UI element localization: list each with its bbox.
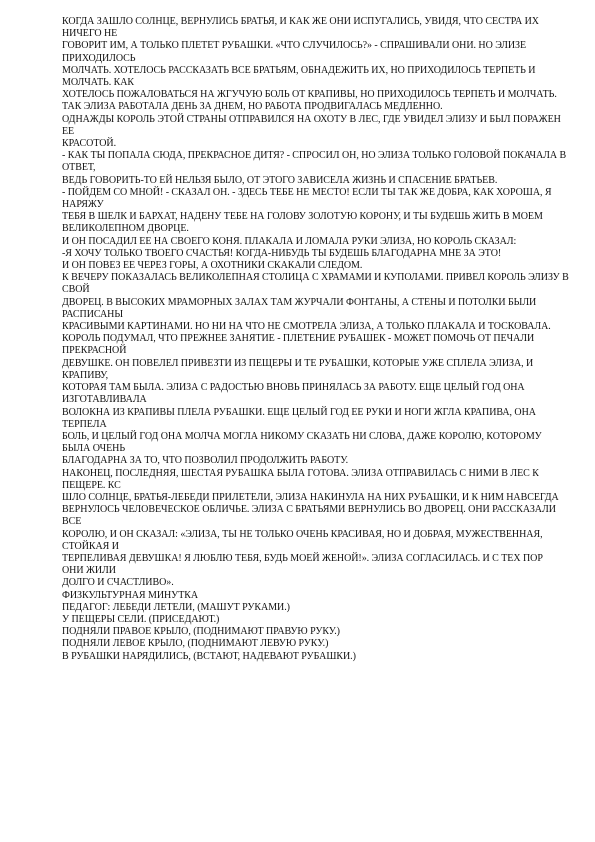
- text-line: ТЕБЯ В ШЕЛК И БАРХАТ, НАДЕНУ ТЕБЕ НА ГОЛОВУ ЗОЛОТУЮ КОРОНУ, И ТЫ БУДЕШЬ ЖИТЬ В МОЕМ: [62, 211, 543, 223]
- text-line: ПЕДАГОГ: ЛЕБЕДИ ЛЕТЕЛИ, (МАШУТ РУКАМИ.): [62, 601, 290, 613]
- text-line: -Я ХОЧУ ТОЛЬКО ТВОЕГО СЧАСТЬЯ! КОГДА-НИБУДЬ ТЫ БУДЕШЬ БЛАГОДАРНА МНЕ ЗА ЭТО!: [62, 247, 502, 259]
- text-line: И ОН ПОВЕЗ ЕЕ ЧЕРЕЗ ГОРЫ, А ОХОТНИКИ СКАКАЛИ СЛЕДОМ.: [62, 260, 363, 272]
- text-line: КОТОРАЯ ТАМ БЫЛА. ЭЛИЗА С РАДОСТЬЮ ВНОВЬ ПРИНЯЛАСЬ ЗА РАБОТУ. ЕЩЕ ЦЕЛЫЙ ГОД ОНА: [62, 382, 525, 394]
- text-line: ДЕВУШКЕ. ОН ПОВЕЛЕЛ ПРИВЕЗТИ ИЗ ПЕЩЕРЫ И ТЕ РУБАШКИ, КОТОРЫЕ УЖЕ СПЛЕЛА ЭЛИЗА, И: [62, 357, 534, 369]
- text-line: У ПЕЩЕРЫ СЕЛИ. (ПРИСЕДАЮТ.): [62, 613, 220, 625]
- text-line: ИЗГОТАВЛИВАЛА: [62, 394, 147, 406]
- text-line: - ПОЙДЕМ СО МНОЙ! - СКАЗАЛ ОН. - ЗДЕСЬ ТЕБЕ НЕ МЕСТО! ЕСЛИ ТЫ ТАК ЖЕ ДОБРА, КАК ХОРОША, Я: [62, 186, 552, 198]
- text-line: ДВОРЕЦ. В ВЫСОКИХ МРАМОРНЫХ ЗАЛАХ ТАМ ЖУРЧАЛИ ФОНТАНЫ, А СТЕНЫ И ПОТОЛКИ БЫЛИ: [62, 296, 537, 308]
- document-page: [62, 16, 569, 663]
- text-line: КОРОЛЮ, И ОН СКАЗАЛ: «ЭЛИЗА, ТЫ НЕ ТОЛЬКО ОЧЕНЬ КРАСИВАЯ, НО И ДОБРАЯ, МУЖЕСТВЕННАЯ,: [62, 528, 543, 540]
- text-line: ТЕРПЕЛА: [62, 418, 107, 430]
- text-line: ПОДНЯЛИ ЛЕВОЕ КРЫЛО, (ПОДНИМАЮТ ЛЕВУЮ РУКУ.): [62, 638, 329, 650]
- text-line: НАРЯЖУ: [62, 199, 104, 211]
- text-line: ОНИ ЖИЛИ: [62, 565, 116, 577]
- text-line: И ОН ПОСАДИЛ ЕЕ НА СВОЕГО КОНЯ. ПЛАКАЛА И ЛОМАЛА РУКИ ЭЛИЗА, НО КОРОЛЬ СКАЗАЛ:: [62, 235, 517, 247]
- text-line: НАКОНЕЦ, ПОСЛЕДНЯЯ, ШЕСТАЯ РУБАШКА БЫЛА ГОТОВА. ЭЛИЗА ОТПРАВИЛАСЬ С НИМИ В ЛЕС К: [62, 467, 539, 479]
- text-line: БЛАГОДАРНА ЗА ТО, ЧТО ПОЗВОЛИЛ ПРОДОЛЖИТЬ РАБОТУ.: [62, 455, 349, 467]
- text-line: СТОЙКАЯ И: [62, 540, 119, 552]
- text-line: ВЕРНУЛОСЬ ЧЕЛОВЕЧЕСКОЕ ОБЛИЧЬЕ. ЭЛИЗА С БРАТЬЯМИ ВЕРНУЛИСЬ ВО ДВОРЕЦ. ОНИ РАССКАЗАЛИ: [62, 504, 556, 516]
- text-line: КРАСОТОЙ.: [62, 138, 117, 150]
- text-line: РАСПИСАНЫ: [62, 308, 124, 320]
- text-line: БЫЛА ОЧЕНЬ: [62, 443, 126, 455]
- text-line: БОЛЬ, И ЦЕЛЫЙ ГОД ОНА МОЛЧА МОГЛА НИКОМУ СКАЗАТЬ НИ СЛОВА, ДАЖЕ КОРОЛЮ, КОТОРОМУ: [62, 430, 542, 442]
- text-line: ОТВЕТ,: [62, 162, 96, 174]
- text-line: ВСЕ: [62, 516, 82, 528]
- text-line: НИЧЕГО НЕ: [62, 28, 118, 40]
- text-line: КРАПИВУ,: [62, 369, 109, 381]
- text-line: ПРИХОДИЛОСЬ: [62, 52, 136, 64]
- text-line: ОДНАЖДЫ КОРОЛЬ ЭТОЙ СТРАНЫ ОТПРАВИЛСЯ НА ОХОТУ В ЛЕС, ГДЕ УВИДЕЛ ЭЛИЗУ И БЫЛ ПОРАЖЕН: [62, 113, 561, 125]
- text-line: ШЛО СОЛНЦЕ, БРАТЬЯ-ЛЕБЕДИ ПРИЛЕТЕЛИ, ЭЛИЗА НАКИНУЛА НА НИХ РУБАШКИ, И К НИМ НАВСЕГДА: [62, 491, 559, 503]
- text-line: ПЕЩЕРЕ. КС: [62, 479, 121, 491]
- text-line: ЕЕ: [62, 125, 75, 137]
- text-line: КОГДА ЗАШЛО СОЛНЦЕ, ВЕРНУЛИСЬ БРАТЬЯ, И КАК ЖЕ ОНИ ИСПУГАЛИСЬ, УВИДЯ, ЧТО СЕСТРА ИХ: [62, 16, 539, 27]
- text-line: МОЛЧАТЬ. ХОТЕЛОСЬ РАССКАЗАТЬ ВСЕ БРАТЬЯМ, ОБНАДЕЖИТЬ ИХ, НО ПРИХОДИЛОСЬ ТЕРПЕТЬ И: [62, 64, 536, 76]
- text-line: ФИЗКУЛЬТУРНАЯ МИНУТКА: [62, 589, 199, 601]
- text-line: - КАК ТЫ ПОПАЛА СЮДА, ПРЕКРАСНОЕ ДИТЯ? - СПРОСИЛ ОН, НО ЭЛИЗА ТОЛЬКО ГОЛОВОЙ ПОКАЧАЛА В: [62, 150, 567, 162]
- text-line: К ВЕЧЕРУ ПОКАЗАЛАСЬ ВЕЛИКОЛЕПНАЯ СТОЛИЦА С ХРАМАМИ И КУПОЛАМИ. ПРИВЕЛ КОРОЛЬ ЭЛИЗУ В: [62, 272, 569, 284]
- text-line: В РУБАШКИ НАРЯДИЛИСЬ, (ВСТАЮТ, НАДЕВАЮТ РУБАШКИ.): [62, 650, 356, 662]
- text-line: КРАСИВЫМИ КАРТИНАМИ. НО НИ НА ЧТО НЕ СМОТРЕЛА ЭЛИЗА, А ТОЛЬКО ПЛАКАЛА И ТОСКОВАЛА.: [62, 321, 551, 333]
- text-line: ДОЛГО И СЧАСТЛИВО».: [62, 577, 174, 589]
- text-line: ВЕЛИКОЛЕПНОМ ДВОРЦЕ.: [62, 223, 189, 235]
- text-line: ПРЕКРАСНОЙ: [62, 345, 127, 357]
- text-line: ХОТЕЛОСЬ ПОЖАЛОВАТЬСЯ НА ЖГУЧУЮ БОЛЬ ОТ КРАПИВЫ, НО ПРИХОДИЛОСЬ ТЕРПЕТЬ И МОЛЧАТЬ.: [62, 89, 557, 101]
- text-line: ТЕРПЕЛИВАЯ ДЕВУШКА! Я ЛЮБЛЮ ТЕБЯ, БУДЬ МОЕЙ ЖЕНОЙ!». ЭЛИЗА СОГЛАСИЛАСЬ. И С ТЕХ ПОР: [62, 552, 543, 564]
- text-line: СВОЙ: [62, 284, 90, 296]
- text-line: ВЕДЬ ГОВОРИТЬ-ТО ЕЙ НЕЛЬЗЯ БЫЛО, ОТ ЭТОГО ЗАВИСЕЛА ЖИЗНЬ И СПАСЕНИЕ БРАТЬЕВ.: [62, 174, 498, 186]
- text-line: ПОДНЯЛИ ПРАВОЕ КРЫЛО, (ПОДНИМАЮТ ПРАВУЮ РУКУ.): [62, 626, 340, 638]
- text-line: МОЛЧАТЬ. КАК: [62, 77, 135, 89]
- text-line: КОРОЛЬ ПОДУМАЛ, ЧТО ПРЕЖНЕЕ ЗАНЯТИЕ - ПЛЕТЕНИЕ РУБАШЕК - МОЖЕТ ПОМОЧЬ ОТ ПЕЧАЛИ: [62, 333, 535, 345]
- text-line: ТАК ЭЛИЗА РАБОТАЛА ДЕНЬ ЗА ДНЕМ, НО РАБОТА ПРОДВИГАЛАСЬ МЕДЛЕННО.: [62, 101, 443, 113]
- text-line: ВОЛОКНА ИЗ КРАПИВЫ ПЛЕЛА РУБАШКИ. ЕЩЕ ЦЕЛЫЙ ГОД ЕЕ РУКИ И НОГИ ЖГЛА КРАПИВА, ОНА: [62, 406, 536, 418]
- text-line: ГОВОРИТ ИМ, А ТОЛЬКО ПЛЕТЕТ РУБАШКИ. «ЧТО СЛУЧИЛОСЬ?» - СПРАШИВАЛИ ОНИ. НО ЭЛИЗЕ: [62, 40, 527, 52]
